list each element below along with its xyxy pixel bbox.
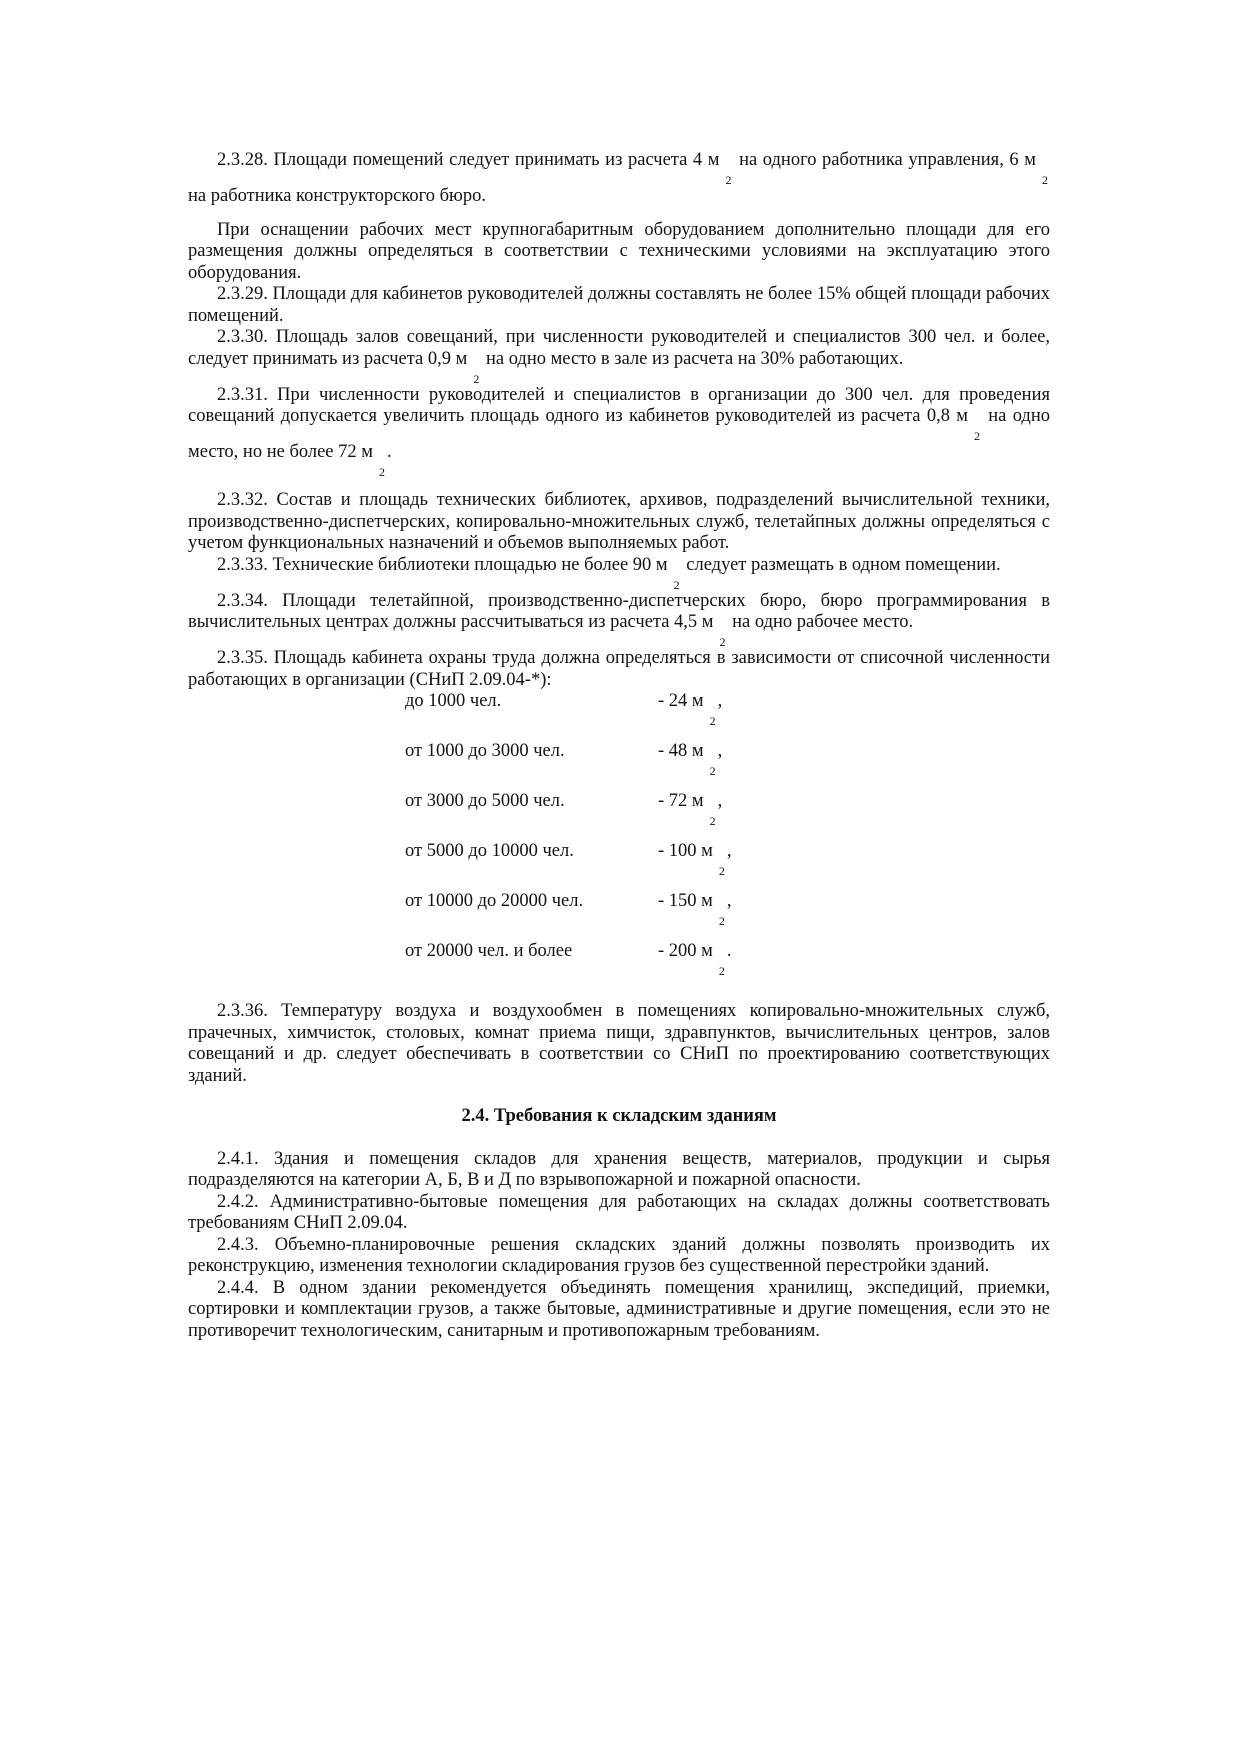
paragraph-equipment: При оснащении рабочих мест крупногабаритным оборудованием дополнительно площади для его размещения должны определяться в соответствии с техническими условиями на эксплуатацию этого оборудования. [188, 219, 1050, 283]
paragraph-2-4-4: 2.4.4. В одном здании рекомендуется объединять помещения хранилищ, экспедиций, приемки, сортировки и комплектации грузов, а также бытовые, административные и другие помещения, если это не противоречит технологическим, санитарным и противопожарным требованиям. [188, 1277, 1050, 1341]
text: - 48 м [658, 741, 704, 761]
text: , [717, 691, 723, 711]
superscript: 2 [709, 764, 716, 778]
text: , [717, 791, 723, 811]
superscript: 2 [673, 577, 680, 592]
text: на работника конструкторского бюро. [188, 186, 486, 206]
superscript: 2 [473, 371, 480, 386]
document-page [188, 150, 1050, 1342]
range-cell: до 1000 чел. [405, 691, 502, 711]
paragraph-2-4-1: 2.4.1. Здания и помещения складов для хранения веществ, материалов, продукции и сырья подразделяются на категории А, Б, В и Д по взрывопожарной и пожарной опасности. [188, 1148, 1050, 1190]
text: 2.3.34. Площади телетайпной, производственно-диспетчерских бюро, бюро программирования в вычислительных центрах должны рассчитываться из расчета 4,5 м [188, 590, 1050, 632]
superscript: 2 [709, 714, 716, 728]
superscript: 2 [709, 814, 716, 828]
text: на одно рабочее место. [727, 612, 914, 632]
text: на одно место в зале из расчета на 30% работающих. [481, 348, 904, 369]
paragraph-2-3-33 [188, 555, 1050, 591]
text: 2.3.31. При численности руководителей и специалистов в организации до 300 чел. для проведения совещаний допускается увеличить площадь одного из кабинетов руководителей из расчета 0,8 м [188, 384, 1050, 426]
table-row [405, 891, 1050, 941]
text: 2.3.28. Площади помещений следует принимать из расчета 4 м [217, 150, 720, 170]
area-cell [658, 791, 722, 841]
text: . [386, 442, 392, 462]
paragraph-2-3-32: 2.3.32. Состав и площадь технических библиотек, архивов, подразделений вычислительной техники, производственно-диспетчерских, копировально-множительных служб, телетайпных должны определяться с учетом функциональных назначений и объемов выполняемых работ. [188, 490, 1050, 553]
superscript: 2 [718, 864, 725, 878]
text: - 150 м [658, 891, 713, 911]
text: , [726, 841, 732, 861]
superscript: 2 [725, 173, 732, 187]
text: на одно место, но не более 72 м [188, 406, 1050, 462]
text: следует размещать в одном помещении. [681, 554, 1001, 575]
table-row [405, 841, 1050, 891]
area-cell [658, 891, 732, 941]
superscript: 2 [973, 429, 980, 443]
area-cell [658, 841, 732, 891]
range-cell: от 20000 чел. и более [405, 941, 573, 961]
area-cell [658, 741, 722, 791]
table-row [405, 741, 1050, 791]
text: , [717, 741, 723, 761]
paragraph-2-3-30 [188, 327, 1050, 385]
area-table [405, 691, 1050, 991]
range-cell: от 5000 до 10000 чел. [405, 841, 574, 861]
superscript: 2 [718, 964, 725, 978]
range-cell: от 10000 до 20000 чел. [405, 891, 584, 911]
paragraph-2-3-28 [188, 150, 1050, 208]
paragraph-2-3-34 [188, 591, 1050, 649]
paragraph-2-3-36: 2.3.36. Температуру воздуха и воздухообмен в помещениях копировально-множительных служб, прачечных, химчисток, столовых, комнат приема пищи, здравпунктов, вычислительных центров, залов совещаний и др. следует обеспечивать в соответствии со СНиП по проектированию соответствующих зданий. [188, 1001, 1050, 1086]
table-row [405, 791, 1050, 841]
text: - 24 м [658, 691, 704, 711]
text: - 200 м [658, 941, 713, 961]
text: . [726, 941, 732, 961]
text: 2.3.33. Технические библиотеки площадью не более 90 м [217, 554, 668, 575]
range-cell: от 1000 до 3000 чел. [405, 741, 565, 761]
paragraph-2-3-35: 2.3.35. Площадь кабинета охраны труда должна определяться в зависимости от списочной численности работающих в организации (СНиП 2.09.04-*): [188, 648, 1050, 690]
area-cell [658, 941, 732, 991]
table-row [405, 941, 1050, 991]
superscript: 2 [378, 465, 385, 479]
area-cell [658, 691, 722, 741]
superscript: 2 [1041, 173, 1048, 187]
paragraph-2-4-3: 2.4.3. Объемно-планировочные решения складских зданий должны позволять производить их реконструкцию, изменения технологии складирования грузов без существенной перестройки зданий. [188, 1234, 1050, 1276]
text: 2.3.30. Площадь залов совещаний, при численности руководителей и специалистов 300 чел. и более, следует принимать из расчета 0,9 м [188, 327, 1050, 369]
text: - 100 м [658, 841, 713, 861]
text: на одного работника управления, 6 м [733, 150, 1036, 170]
range-cell: от 3000 до 5000 чел. [405, 791, 565, 811]
table-row [405, 691, 1050, 741]
paragraph-2-3-29: 2.3.29. Площади для кабинетов руководителей должны составлять не более 15% общей площади рабочих помещений. [188, 284, 1050, 326]
superscript: 2 [719, 635, 726, 649]
paragraph-2-4-2: 2.4.2. Административно-бытовые помещения для работающих на складах должны соответствовать требованиям СНиП 2.09.04. [188, 1191, 1050, 1233]
paragraph-2-3-31 [188, 385, 1050, 479]
text: - 72 м [658, 791, 704, 811]
section-heading: 2.4. Требования к складским зданиям [461, 1106, 777, 1126]
superscript: 2 [718, 914, 725, 928]
text: , [726, 891, 732, 911]
